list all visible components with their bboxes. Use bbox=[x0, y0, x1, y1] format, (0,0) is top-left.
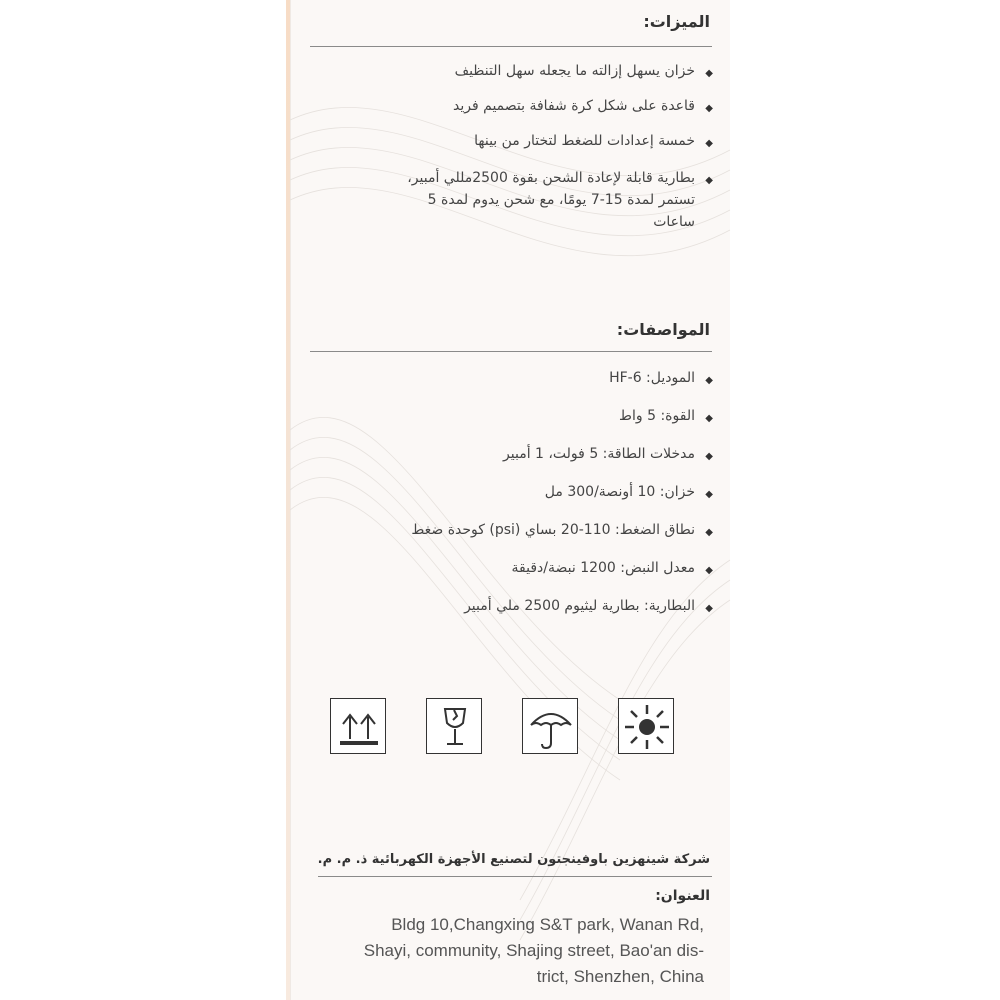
features-title: الميزات: bbox=[643, 12, 710, 31]
diamond-bullet-icon: ◆ bbox=[705, 103, 713, 114]
diamond-bullet-icon: ◆ bbox=[705, 565, 713, 576]
keep-dry-umbrella-icon bbox=[522, 698, 578, 754]
list-item: ◆ نطاق الضغط: 110-20 بساي (psi) كوحدة ضغط bbox=[393, 521, 713, 539]
list-item: ◆ معدل النبض: 1200 نبضة/دقيقة bbox=[393, 559, 713, 577]
list-item: ◆ خزان: 10 أونصة/300 مل bbox=[393, 483, 713, 501]
list-item: ◆ بطارية قابلة لإعادة الشحن بقوة 2500مللي أمبير، تستمر لمدة 15-7 يومًا، مع شحن يدوم لمدة 5 ساعات bbox=[407, 170, 713, 230]
list-item: ◆ قاعدة على شكل كرة شفافة بتصميم فريد bbox=[393, 97, 713, 115]
diamond-bullet-icon: ◆ bbox=[705, 489, 713, 500]
diamond-bullet-icon: ◆ bbox=[705, 68, 713, 79]
address-label: العنوان: bbox=[655, 888, 710, 904]
list-item: ◆ البطارية: بطارية ليثيوم 2500 ملي أمبير bbox=[393, 597, 713, 615]
company-name: شركة شينهزين باوفينجتون لتصنيع الأجهزة الكهربائية ذ. م. م. bbox=[317, 852, 710, 867]
footer-divider bbox=[318, 876, 712, 877]
list-item: ◆ الموديل: HF-6 bbox=[393, 369, 713, 387]
list-item: ◆ خمسة إعدادات للضغط لتختار من بينها bbox=[393, 132, 713, 150]
address-line: Bldg 10,Changxing S&T park, Wanan Rd, bbox=[391, 915, 704, 934]
specs-title: المواصفات: bbox=[616, 320, 710, 339]
diamond-bullet-icon: ◆ bbox=[705, 175, 713, 186]
address-line: Shayi, community, Shajing street, Bao'an dis- bbox=[363, 941, 704, 960]
address-line: trict, Shenzhen, China bbox=[536, 967, 704, 986]
diamond-bullet-icon: ◆ bbox=[705, 413, 713, 424]
diamond-bullet-icon: ◆ bbox=[705, 375, 713, 386]
features-divider bbox=[310, 46, 712, 47]
fragile-glass-icon bbox=[426, 698, 482, 754]
this-way-up-icon bbox=[330, 698, 386, 754]
diamond-bullet-icon: ◆ bbox=[705, 451, 713, 462]
address-block bbox=[284, 912, 704, 990]
diamond-bullet-icon: ◆ bbox=[705, 527, 713, 538]
handling-symbols bbox=[330, 698, 680, 758]
keep-away-from-sun-icon bbox=[618, 698, 674, 754]
list-item: ◆ خزان يسهل إزالته ما يجعله سهل التنظيف bbox=[393, 62, 713, 80]
diamond-bullet-icon: ◆ bbox=[705, 138, 713, 149]
features-list bbox=[393, 62, 713, 233]
specs-list bbox=[393, 369, 713, 615]
list-item: ◆ مدخلات الطاقة: 5 فولت، 1 أمبير bbox=[393, 445, 713, 463]
list-item: ◆ القوة: 5 واط bbox=[393, 407, 713, 425]
specs-divider bbox=[310, 351, 712, 352]
diamond-bullet-icon: ◆ bbox=[705, 603, 713, 614]
